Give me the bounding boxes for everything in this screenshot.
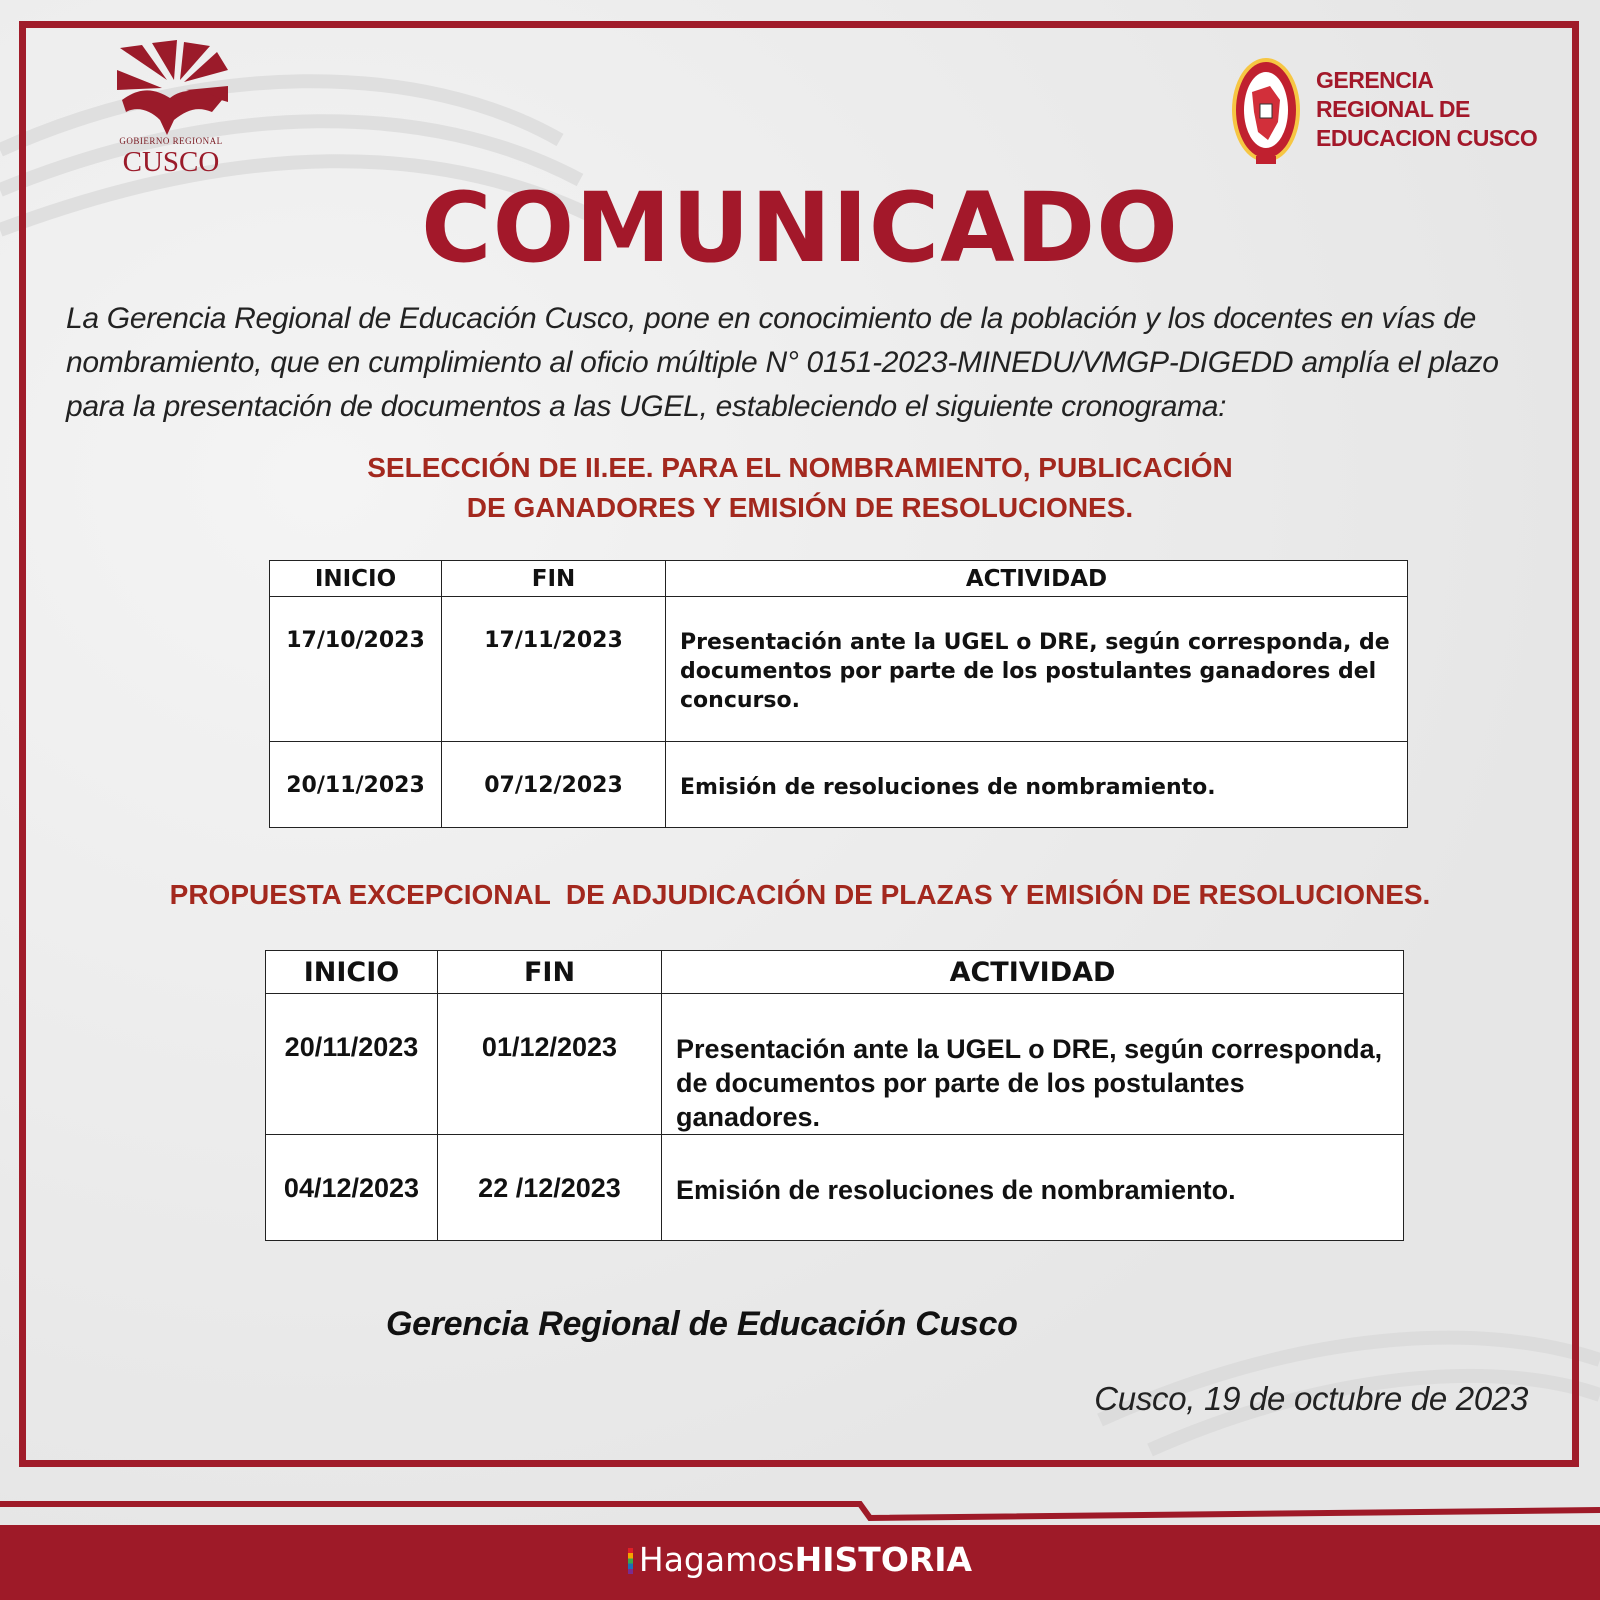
table-row [266, 994, 1404, 1135]
activity: Emisión de resoluciones de nombramiento. [662, 1135, 1404, 1241]
section1-heading-line1: SELECCIÓN DE II.EE. PARA EL NOMBRAMIENTO, PUBLICACIÓN [367, 452, 1233, 483]
activity: Presentación ante la UGEL o DRE, según corresponda, de documentos por parte de los postulantes ganadores del concurso. [666, 597, 1408, 742]
slogan-part2: HISTORIA [794, 1540, 973, 1579]
end-date: 17/11/2023 [442, 597, 666, 742]
start-date: 17/10/2023 [270, 597, 442, 742]
column-header: FIN [442, 561, 666, 597]
condor-sun-icon [112, 40, 230, 140]
start-date: 04/12/2023 [266, 1135, 438, 1241]
signature: Gerencia Regional de Educación Cusco [386, 1305, 1018, 1343]
table-row [266, 1135, 1404, 1241]
logo-line2: CUSCO [122, 146, 220, 178]
gerencia-logo-text [1316, 66, 1537, 153]
peru-seal-icon [1228, 52, 1304, 172]
section2-heading: PROPUESTA EXCEPCIONAL DE ADJUDICACIÓN DE PLAZAS Y EMISIÓN DE RESOLUCIONES. [169, 879, 1431, 910]
gerencia-logo-line: EDUCACION CUSCO [1316, 125, 1538, 151]
page-title: COMUNICADO [421, 172, 1179, 284]
start-date: 20/11/2023 [270, 742, 442, 828]
section1-heading [0, 448, 1600, 528]
table-header-row [270, 561, 1408, 597]
gerencia-logo-line: GERENCIA [1316, 67, 1434, 93]
table-header-row [266, 951, 1404, 994]
rainbow-bar-icon [628, 1548, 633, 1574]
table-row [270, 742, 1408, 828]
column-header: INICIO [270, 561, 442, 597]
schedule-table-2 [265, 950, 1404, 1241]
schedule-table-1 [269, 560, 1408, 828]
gobierno-regional-logo [112, 40, 230, 178]
start-date: 20/11/2023 [266, 994, 438, 1135]
logo-line1: GOBIERNO REGIONAL [119, 136, 223, 146]
column-header: ACTIVIDAD [662, 951, 1404, 994]
end-date: 07/12/2023 [442, 742, 666, 828]
end-date: 22 /12/2023 [438, 1135, 662, 1241]
table-row [270, 597, 1408, 742]
footer-slogan [0, 1540, 1600, 1579]
activity: Emisión de resoluciones de nombramiento. [666, 742, 1408, 828]
column-header: INICIO [266, 951, 438, 994]
gerencia-logo-line: REGIONAL DE [1316, 96, 1470, 122]
column-header: FIN [438, 951, 662, 994]
column-header: ACTIVIDAD [666, 561, 1408, 597]
end-date: 01/12/2023 [438, 994, 662, 1135]
section1-heading-line2: DE GANADORES Y EMISIÓN DE RESOLUCIONES. [466, 492, 1134, 523]
date-line: Cusco, 19 de octubre de 2023 [1094, 1380, 1528, 1417]
slogan-part1: Hagamos [638, 1540, 795, 1579]
footer-decoration [0, 1488, 1600, 1528]
intro-paragraph: La Gerencia Regional de Educación Cusco, pone en conocimiento de la población y los docentes en vías de nombramiento, que en cumplimiento al oficio múltiple N° 0151-2023-MINEDU/VMGP-DIGEDD amplía el plazo para la presentación de documentos a las UGEL, estableciendo el siguiente cronograma: [66, 302, 1499, 423]
activity: Presentación ante la UGEL o DRE, según corresponda, de documentos por parte de los postulantes ganadores. [662, 994, 1404, 1135]
